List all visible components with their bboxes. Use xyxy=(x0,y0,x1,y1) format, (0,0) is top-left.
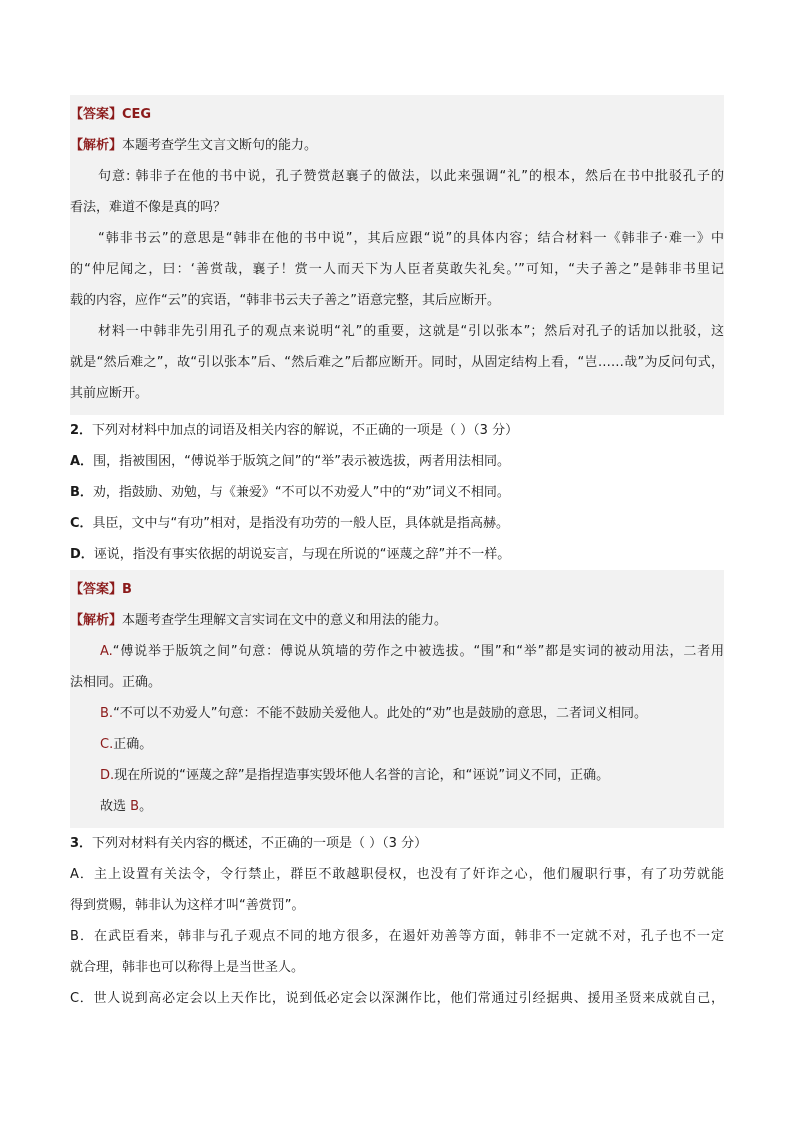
conclusion-suffix: 。 xyxy=(139,799,153,814)
item-text: 正确。 xyxy=(113,737,153,752)
answer-block-1 xyxy=(70,95,724,415)
option-c xyxy=(70,508,724,539)
analysis-text: 本题考查学生理解文言实词在文中的意义和用法的能力。 xyxy=(122,613,448,628)
analysis-paragraph-line: 就是“然后难之”，故“引以张本”后、“然后难之”后都应断开。同时，从固定结构上看，“岂……哉”为反问句式， xyxy=(70,355,724,370)
analysis-tag: 【解析】 xyxy=(70,138,123,153)
analysis-item-d xyxy=(70,760,724,791)
analysis-text: 本题考查学生文言文断句的能力。 xyxy=(122,138,318,153)
analysis-conclusion xyxy=(70,791,724,822)
option-label: D． xyxy=(70,547,94,562)
analysis-line xyxy=(70,130,724,161)
question-stem xyxy=(70,415,724,446)
option-line: 就合理，韩非也可以称得上是当世圣人。 xyxy=(70,960,305,975)
item-text: “不可以不劝爱人”句意：不能不鼓励关爱他人。此处的“劝”也是鼓励的意思，二者词义相同。 xyxy=(113,706,648,721)
option-line: B．在武臣看来，韩非与孔子观点不同的地方很多，在遏奸劝善等方面，韩非不一定就不对，孔子也不一定 xyxy=(70,929,724,944)
analysis-item-a-cont: 法相同。正确。 xyxy=(70,675,162,690)
option-label: B． xyxy=(70,485,93,500)
question-number: 2． xyxy=(70,423,93,438)
item-label: D. xyxy=(100,768,115,783)
option-a xyxy=(70,446,724,477)
analysis-paragraph-line: 的“仲尼闻之，曰：‘善赏哉，襄子！赏一人而天下为人臣者莫敢失礼矣。’”可知，“夫子善之”是韩非书里记 xyxy=(70,262,724,277)
option-line: C．世人说到高必定会以上天作比，说到低必定会以深渊作比，他们常通过引经据典、援用圣贤来成就自己， xyxy=(70,991,724,1006)
question-3 xyxy=(70,828,724,1014)
analysis-paragraph-line: 载的内容，应作“云”的宾语，“韩非书云夫子善之”语意完整，其后应断开。 xyxy=(70,293,500,308)
question-text: 下列对材料有关内容的概述，不正确的一项是（ ）（3 分） xyxy=(92,836,428,851)
analysis-paragraph-line: 其前应断开。 xyxy=(70,386,149,401)
question-2 xyxy=(70,415,724,570)
analysis-paragraph-line: 看法，难道不像是真的吗？ xyxy=(70,200,227,215)
item-label: C. xyxy=(100,737,114,752)
analysis-tag: 【解析】 xyxy=(70,613,123,628)
conclusion-value: B xyxy=(130,799,140,814)
analysis-item-a xyxy=(70,636,724,667)
item-text: “傅说举于版筑之间”句意：傅说从筑墙的劳作之中被选拔。“围”和“举”都是实词的被动用法，二者用 xyxy=(112,644,724,659)
conclusion-prefix: 故选 xyxy=(100,799,131,814)
option-line: A．主上设置有关法令，令行禁止，群臣不敢越职侵权，也没有了奸诈之心，他们履职行事，有了功劳就能 xyxy=(70,867,724,882)
option-label: C． xyxy=(70,516,93,531)
option-d xyxy=(70,539,724,570)
analysis-line xyxy=(70,605,724,636)
answer-line xyxy=(70,99,724,130)
analysis-paragraph-line: 材料一中韩非先引用孔子的观点来说明“礼”的重要，这就是“引以张本”；然后对孔子的话加以批驳，这 xyxy=(98,324,724,339)
question-number: 3． xyxy=(70,836,93,851)
item-label: B. xyxy=(100,706,114,721)
page-content xyxy=(70,95,724,1014)
option-b xyxy=(70,477,724,508)
option-text: 围，指被围困，“傅说举于版筑之间”的“举”表示被选拔，两者用法相同。 xyxy=(93,454,511,469)
option-text: 诬说，指没有事实依据的胡说妄言，与现在所说的“诬蔑之辞”并不一样。 xyxy=(93,547,511,562)
analysis-item-b xyxy=(70,698,724,729)
option-label: A． xyxy=(70,454,94,469)
option-text: 劝，指鼓励、劝勉，与《兼爱》“不可以不劝爱人”中的“劝”词义不相同。 xyxy=(92,485,510,500)
answer-block-2 xyxy=(70,570,724,828)
question-text: 下列对材料中加点的词语及相关内容的解说，不正确的一项是（ ）（3 分） xyxy=(92,423,519,438)
answer-tag: 【答案】 xyxy=(70,107,123,122)
answer-line xyxy=(70,574,724,605)
analysis-paragraph-line: “韩非书云”的意思是“韩非在他的书中说”，其后应跟“说”的具体内容；结合材料一《韩非子·难一》中 xyxy=(98,231,724,246)
item-label: A. xyxy=(100,644,113,659)
question-stem xyxy=(70,828,724,859)
answer-tag: 【答案】 xyxy=(70,582,123,597)
option-text: 具臣，文中与“有功”相对，是指没有功劳的一般人臣，具体就是指高赫。 xyxy=(92,516,510,531)
item-text: 现在所说的“诬蔑之辞”是指捏造事实毁坏他人名誉的言论，和“诬说”词义不同，正确。 xyxy=(114,768,610,783)
answer-value: CEG xyxy=(122,107,152,122)
answer-value: B xyxy=(122,582,132,597)
analysis-paragraph-line: 句意: 韩非子在他的书中说，孔子赞赏赵襄子的做法，以此来强调“礼”的根本，然后在书中批驳孔子的 xyxy=(98,169,724,184)
option-line: 得到赏赐，韩非认为这样才叫“善赏罚”。 xyxy=(70,898,305,913)
analysis-item-c xyxy=(70,729,724,760)
